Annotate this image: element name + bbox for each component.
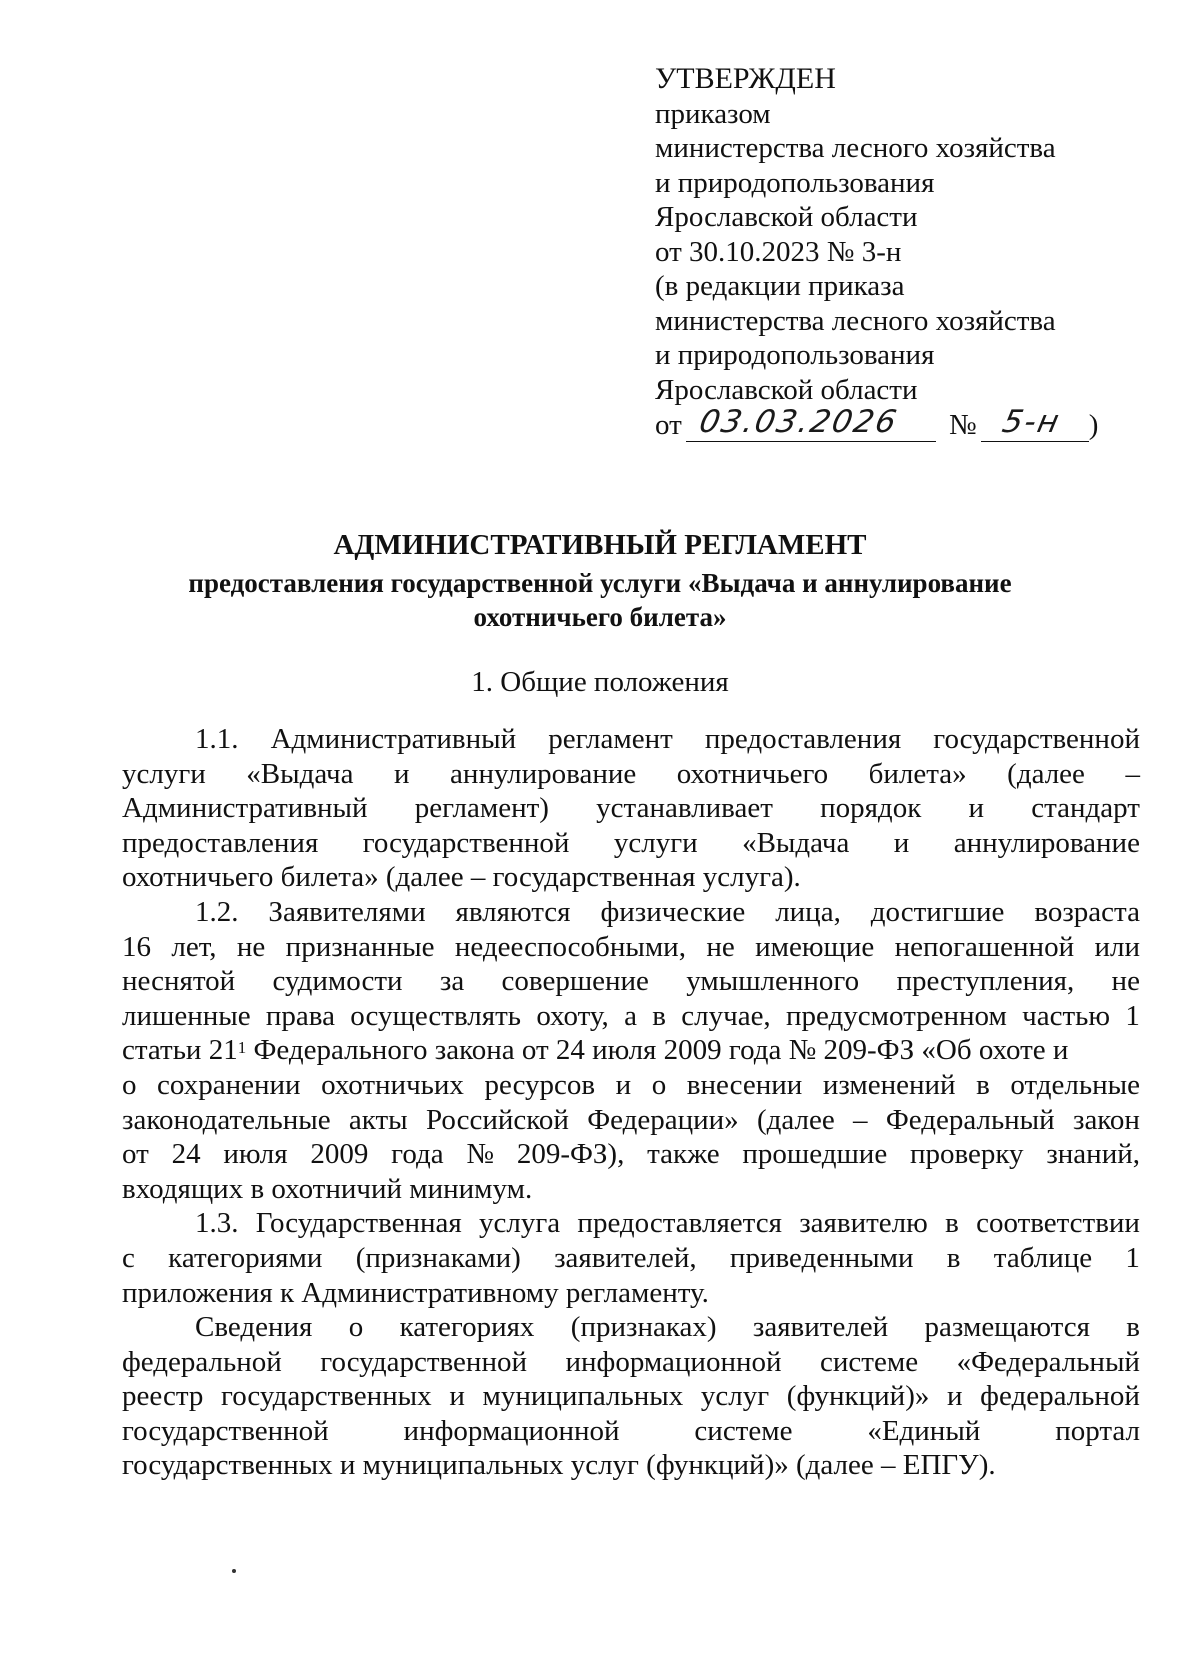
word: не xyxy=(1111,965,1140,998)
text-line xyxy=(122,1345,1140,1380)
word: «Выдача xyxy=(742,826,850,859)
word: № xyxy=(466,1138,495,1171)
word: регламент) xyxy=(414,792,549,825)
word: прошедшие xyxy=(742,1138,888,1171)
word: охоту, xyxy=(536,999,609,1032)
word: порядок xyxy=(820,792,922,825)
text-line xyxy=(122,1241,1140,1276)
word: информационной xyxy=(565,1345,782,1378)
word: 1.3. xyxy=(195,1207,239,1240)
word: 209-ФЗ), xyxy=(516,1138,625,1171)
word: Административный xyxy=(122,792,368,825)
text-line xyxy=(122,826,1140,861)
text-line: охотничьего билета» (далее – государственная услуга). xyxy=(122,861,801,894)
word: или xyxy=(1094,930,1140,963)
text-line xyxy=(122,1206,1140,1241)
word: 1.1. xyxy=(195,723,239,755)
word: возраста xyxy=(1034,895,1140,928)
word: системе xyxy=(694,1414,793,1447)
word: в xyxy=(976,1068,990,1101)
scan-speck xyxy=(232,1569,236,1573)
word: услуги xyxy=(122,757,206,790)
word: государственной xyxy=(933,723,1140,755)
word: регламент xyxy=(548,723,673,755)
text-line-statute xyxy=(122,1033,1140,1068)
approval-line: приказом xyxy=(655,97,771,130)
word: акты xyxy=(348,1103,408,1136)
word: 1.2. xyxy=(195,895,239,928)
approval-line: Ярославской области xyxy=(655,201,918,233)
word: о xyxy=(122,1068,137,1101)
word: умышленного xyxy=(686,965,860,998)
word: и xyxy=(449,1380,465,1413)
word: судимости xyxy=(272,965,403,998)
word: а xyxy=(624,999,637,1032)
word: достигшие xyxy=(870,895,1005,928)
word: лишенные xyxy=(122,999,251,1032)
word: размещаются xyxy=(924,1311,1090,1344)
text-line xyxy=(122,1137,1140,1172)
handwritten-date: 03.03.2026 xyxy=(695,404,902,440)
handwritten-number: 5-н xyxy=(998,404,1064,440)
text-line: государственных и муниципальных услуг (функций)» (далее – ЕПГУ). xyxy=(122,1449,996,1482)
word: преступления, xyxy=(896,965,1075,998)
statute-before: статьи 21 xyxy=(122,1034,238,1067)
text-line xyxy=(122,757,1140,792)
word: билета» xyxy=(868,757,967,790)
word: муниципальных xyxy=(482,1380,684,1413)
word: государственной xyxy=(122,1414,329,1447)
word: осуществлять xyxy=(350,999,521,1032)
word: ресурсов xyxy=(484,1068,596,1101)
approval-line: министерства лесного хозяйства xyxy=(655,304,1056,337)
word: в xyxy=(946,1241,961,1274)
approval-block xyxy=(655,62,1125,407)
word: года xyxy=(391,1138,444,1171)
word: аннулирование xyxy=(953,826,1140,859)
text-line xyxy=(122,930,1140,965)
word: стандарт xyxy=(1031,792,1140,825)
word: законодательные xyxy=(122,1103,331,1136)
word: аннулирование xyxy=(450,757,637,790)
word: 1 xyxy=(1125,999,1140,1032)
document-subtitle-line-2: охотничьего билета» xyxy=(473,602,727,632)
word: в xyxy=(652,999,666,1032)
number-label: № xyxy=(949,409,977,441)
word: государственной xyxy=(320,1345,527,1378)
word: (далее xyxy=(1007,757,1085,790)
word: внесении xyxy=(686,1068,803,1101)
word: услуги xyxy=(613,826,698,859)
word: (признаками) xyxy=(355,1241,521,1274)
word: закон xyxy=(1072,1103,1140,1136)
text-line: входящих в охотничий минимум. xyxy=(122,1172,533,1205)
word: о xyxy=(651,1068,667,1101)
word: имеющие xyxy=(755,930,875,963)
word: соответствии xyxy=(976,1207,1140,1240)
word: в xyxy=(945,1207,959,1240)
word: и xyxy=(968,792,985,825)
date-field xyxy=(686,404,936,442)
text-line xyxy=(122,722,1140,757)
word: сохранении xyxy=(157,1068,301,1101)
word: физические xyxy=(600,895,746,928)
word: являются xyxy=(455,895,571,928)
word: в xyxy=(1126,1311,1140,1344)
text-line xyxy=(122,1068,1140,1103)
word: 2009 xyxy=(310,1138,369,1171)
statute-superscript: 1 xyxy=(237,1038,247,1058)
word: и xyxy=(947,1380,963,1413)
word: категориях xyxy=(399,1311,535,1344)
word: заявителю xyxy=(799,1207,928,1240)
word: и xyxy=(893,826,910,859)
word: и xyxy=(615,1068,632,1101)
word: заявителей xyxy=(752,1311,889,1344)
word: недееспособными, xyxy=(454,930,686,963)
word: «Единый xyxy=(867,1414,981,1447)
approval-line: от 30.10.2023 № 3-н xyxy=(655,235,902,268)
word: предоставления xyxy=(704,723,902,755)
approval-line: министерства лесного хозяйства xyxy=(655,132,1056,164)
word: предоставления xyxy=(122,826,319,859)
word: федеральной xyxy=(122,1345,282,1378)
word: случае, xyxy=(681,999,771,1032)
word: признанные xyxy=(285,930,435,963)
word: государственных xyxy=(221,1380,432,1413)
word: услуг xyxy=(700,1380,770,1413)
statute-after: Федерального закона от 24 июля 2009 года № 209-ФЗ «Об охоте и xyxy=(246,1034,1069,1067)
word: реестр xyxy=(122,1380,204,1413)
word: (признаках) xyxy=(570,1311,717,1344)
word: охотничьих xyxy=(321,1068,464,1101)
word: от xyxy=(122,1138,149,1171)
word: информационной xyxy=(403,1414,620,1447)
word: непогашенной xyxy=(894,930,1075,963)
word: не xyxy=(706,930,735,963)
word: за xyxy=(439,965,465,998)
word: 24 xyxy=(171,1138,201,1171)
word: (далее xyxy=(756,1103,835,1136)
approval-line: и природопользования xyxy=(655,339,935,371)
approval-line: и природопользования xyxy=(655,166,935,199)
word: заявителей, xyxy=(554,1241,697,1274)
word: неснятой xyxy=(122,965,236,998)
document-title: АДМИНИСТРАТИВНЫЙ РЕГЛАМЕНТ xyxy=(333,529,867,561)
word: Административный xyxy=(270,723,517,755)
word: «Федеральный xyxy=(956,1345,1140,1378)
word: проверку xyxy=(909,1138,1024,1171)
word: таблице xyxy=(993,1241,1093,1274)
from-label: от xyxy=(655,409,682,441)
body-text xyxy=(122,722,1140,1483)
word: о xyxy=(348,1311,364,1344)
statute-text xyxy=(122,1033,1068,1068)
text-line xyxy=(122,1310,1140,1345)
word: изменений xyxy=(822,1068,956,1101)
word: с xyxy=(122,1241,135,1274)
word: предусмотренном xyxy=(786,999,1007,1032)
approval-title: УТВЕРЖДЕН xyxy=(655,62,836,95)
word: лет, xyxy=(171,930,217,963)
word: услуга xyxy=(479,1207,561,1240)
approval-date-number-line xyxy=(655,404,1099,442)
word: знаний, xyxy=(1046,1138,1140,1171)
word: 16 xyxy=(122,930,151,963)
word: и xyxy=(394,757,410,790)
closing-paren: ) xyxy=(1088,409,1099,441)
word: приведенными xyxy=(729,1241,914,1274)
word: Российской xyxy=(425,1103,569,1136)
word: (функций)» xyxy=(786,1380,930,1413)
word: 1 xyxy=(1125,1241,1140,1274)
word: «Выдача xyxy=(246,757,354,790)
text-line xyxy=(122,1414,1140,1449)
text-line xyxy=(122,964,1140,999)
word: лица, xyxy=(775,895,841,928)
approval-line: (в редакции приказа xyxy=(655,270,905,302)
word: июля xyxy=(223,1138,288,1171)
approval-line: Ярославской области xyxy=(655,373,918,406)
number-field xyxy=(981,404,1089,442)
word: права xyxy=(265,999,335,1032)
word: не xyxy=(236,930,266,963)
word: Сведения xyxy=(195,1311,313,1344)
word: – xyxy=(1125,757,1140,790)
word: федеральной xyxy=(980,1380,1140,1413)
word: Государственная xyxy=(255,1207,462,1240)
text-line xyxy=(122,999,1140,1034)
text-line xyxy=(122,1379,1140,1414)
word: системе xyxy=(820,1345,919,1378)
word: Федерации» xyxy=(587,1103,739,1136)
text-line: приложения к Административному регламенту. xyxy=(122,1276,709,1309)
word: частью xyxy=(1022,999,1111,1032)
word: охотничьего xyxy=(676,757,829,790)
word: государственной xyxy=(362,826,570,859)
document-subtitle-line-1: предоставления государственной услуги «Выдача и аннулирование xyxy=(188,568,1012,598)
word: отдельные xyxy=(1010,1068,1140,1101)
word: категориями xyxy=(168,1241,323,1274)
word: совершение xyxy=(501,965,649,998)
word: также xyxy=(647,1138,720,1171)
text-line xyxy=(122,895,1140,930)
word: устанавливает xyxy=(596,792,773,825)
word: портал xyxy=(1055,1414,1140,1447)
word: Заявителями xyxy=(268,895,426,928)
text-line xyxy=(122,791,1140,826)
word: – xyxy=(853,1103,868,1136)
word: предоставляется xyxy=(577,1207,782,1240)
word: Федеральный xyxy=(885,1103,1055,1136)
section-title: 1. Общие положения xyxy=(471,666,729,698)
text-line xyxy=(122,1103,1140,1138)
